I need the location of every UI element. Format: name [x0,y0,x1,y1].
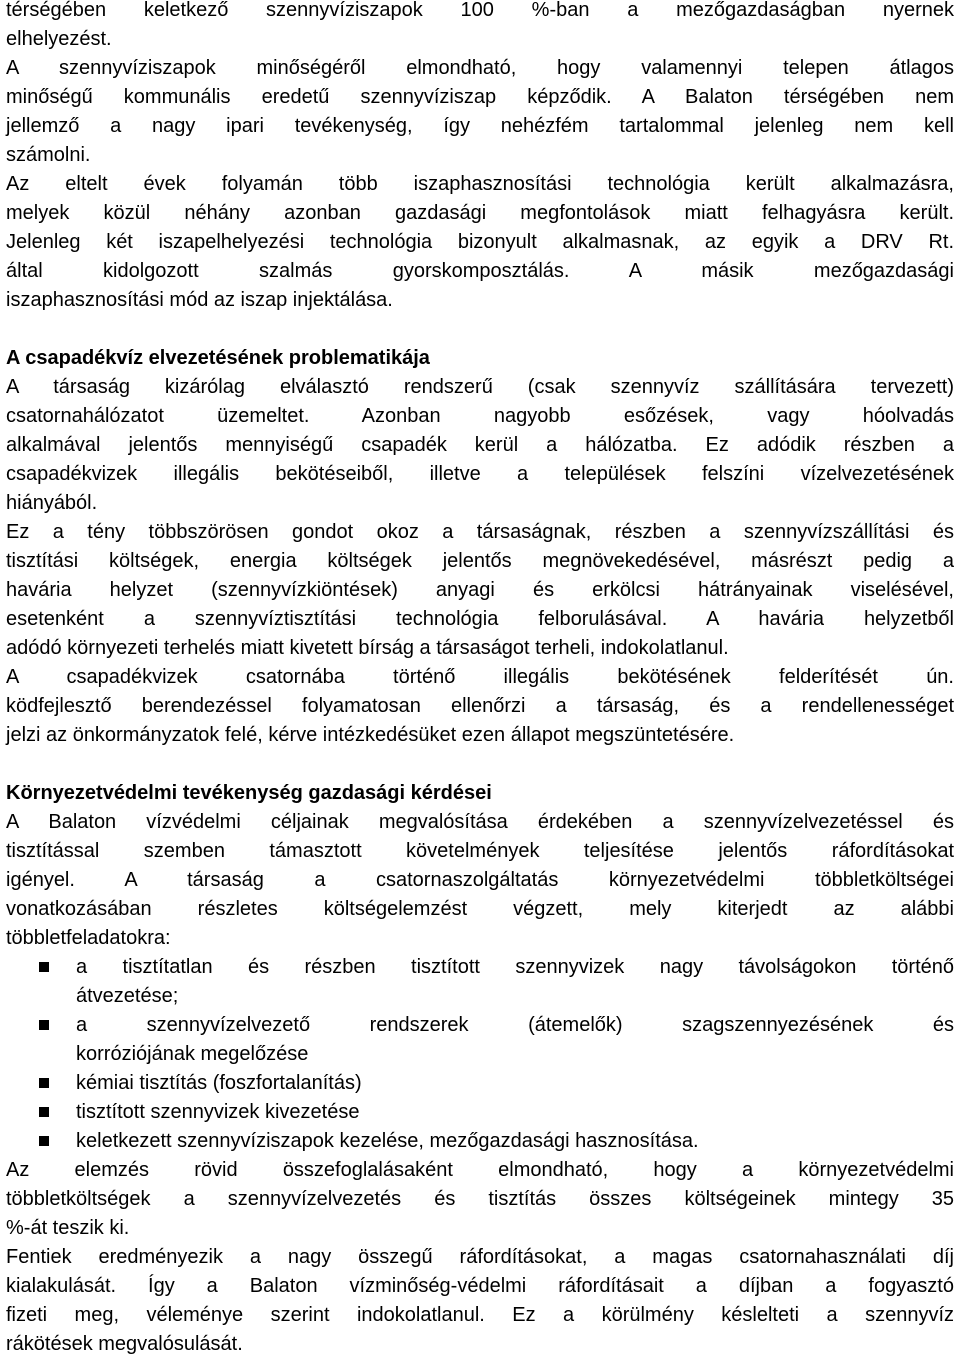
paragraph-gap [6,315,954,344]
text-line: rákötések megvalósulását. [6,1333,243,1355]
text-line: Ez a tény többszörösen gondot okoz a társaságnak, részben a szennyvízszállítási és [6,521,954,543]
text-line: számolni. [6,144,91,166]
text-line: Fentiek eredményezik a nagy összegű ráfordításokat, a magas csatornahasználati díj [6,1246,954,1268]
text-line: A Balaton vízvédelmi céljainak megvalósítása érdekében a szennyvízelvezetéssel és [6,811,954,833]
text-line: hiányából. [6,492,98,514]
text-line: fizeti meg, véleménye szerint indokolatlanul. Ez a körülmény késlelteti a szennyvíz [6,1304,954,1326]
square-bullet-icon [39,962,49,972]
text-line: igényel. A társaság a csatornaszolgáltatás környezetvédelmi többletköltségei [6,869,954,891]
square-bullet-icon [39,1020,49,1030]
text-line: havária helyzet (szennyvízkiöntések) anyagi és erkölcsi hátrányainak viselésével, [6,579,954,601]
square-bullet-icon [39,1078,49,1088]
section-economics [6,779,954,1359]
text-line: csapadékvizek illegális bekötéseiből, illetve a települések felszíni vízelvezetésének [6,463,954,485]
bullet-item [6,1127,954,1156]
text-line: Az eltelt évek folyamán több iszaphasznosítási technológia került alkalmazásra, [6,173,954,195]
bullet-continuation: korróziójának megelőzése [76,1043,309,1065]
text-line: kialakulását. Így a Balaton vízminőség-védelmi ráfordításait a díjban a fogyasztó [6,1275,954,1297]
section-heading: A csapadékvíz elvezetésének problematikája [6,347,430,369]
bullet-list [6,953,954,1156]
text-line: által kidolgozott szalmás gyorskomposztálás. A másik mezőgazdasági [6,260,954,282]
text-line: Az elemzés rövid összefoglalásaként elmondható, hogy a környezetvédelmi [6,1159,954,1181]
bullet-item [6,1011,954,1040]
text-line: alkalmával jelentős mennyiségű csapadék kerül a hálózatba. Ez adódik részben a [6,434,954,456]
paragraph-gap [6,750,954,779]
text-line: ködfejlesztő berendezéssel folyamatosan ellenőrzi a társaság, és a rendellenességet [6,695,954,717]
text-line: többletköltségek a szennyvízelvezetés és tisztítás összes költségeinek mintegy 35 [6,1188,954,1210]
bullet-continuation: átvezetése; [76,985,179,1007]
bullet-text: kémiai tisztítás (foszfortalanítás) [76,1072,362,1094]
intro-paragraphs [6,0,954,315]
text-line: csatornahálózatot üzemeltet. Azonban nagyobb esőzések, vagy hóolvadás [6,405,954,427]
square-bullet-icon [39,1136,49,1146]
bullet-text: tisztított szennyvizek kivezetése [76,1101,360,1123]
bullet-text: a szennyvízelvezető rendszerek (átemelők) szagszennyezésének és [76,1014,954,1036]
text-line: adódó környezeti terhelés miatt kivetett bírság a társaságot terheli, indokolatlanul. [6,637,729,659]
text-line: esetenként a szennyvíztisztítási technológia felborulásával. A havária helyzetből [6,608,954,630]
text-line: vonatkozásában részletes költségelemzést végzett, mely kiterjedt az alábbi [6,898,954,920]
bullet-item [6,1098,954,1127]
section-heading: Környezetvédelmi tevékenység gazdasági kérdései [6,782,492,804]
text-line: elhelyezést. [6,28,112,50]
text-line: többletfeladatokra: [6,927,171,949]
text-line: %-át teszik ki. [6,1217,130,1239]
text-line: A szennyvíziszapok minőségéről elmondható, hogy valamennyi telepen átlagos [6,57,954,79]
text-line: tisztítással szemben támasztott követelmények teljesítése jelentős ráfordításokat [6,840,954,862]
bullet-item [6,953,954,982]
text-line: tisztítási költségek, energia költségek jelentős megnövekedésével, másrészt pedig a [6,550,954,572]
text-line: A társaság kizárólag elválasztó rendszerű (csak szennyvíz szállítására tervezett) [6,376,954,398]
text-line: Jelenleg két iszapelhelyezési technológia bizonyult alkalmasnak, az egyik a DRV Rt. [6,231,954,253]
text-line: jelzi az önkormányzatok felé, kérve intézkedésüket ezen állapot megszüntetésére. [6,724,735,746]
text-line: melyek közül néhány azonban gazdasági megfontolások miatt felhagyásra került. [6,202,954,224]
square-bullet-icon [39,1107,49,1117]
text-line: A csapadékvizek csatornába történő illegális bekötésének felderítését ún. [6,666,954,688]
text-line: jellemző a nagy ipari tevékenység, így nehézfém tartalommal jelenleg nem kell [6,115,954,137]
text-line: térségében keletkező szennyvíziszapok 100 %-ban a mezőgazdaságban nyernek [6,0,954,21]
section-stormwater [6,344,954,750]
bullet-text: a tisztítatlan és részben tisztított szennyvizek nagy távolságokon történő [76,956,954,978]
bullet-item [6,1069,954,1098]
text-line: iszaphasznosítási mód az iszap injektálása. [6,289,393,311]
bullet-text: keletkezett szennyvíziszapok kezelése, mezőgazdasági hasznosítása. [76,1130,699,1152]
text-line: minőségű kommunális eredetű szennyvíziszap képződik. A Balaton térségében nem [6,86,954,108]
